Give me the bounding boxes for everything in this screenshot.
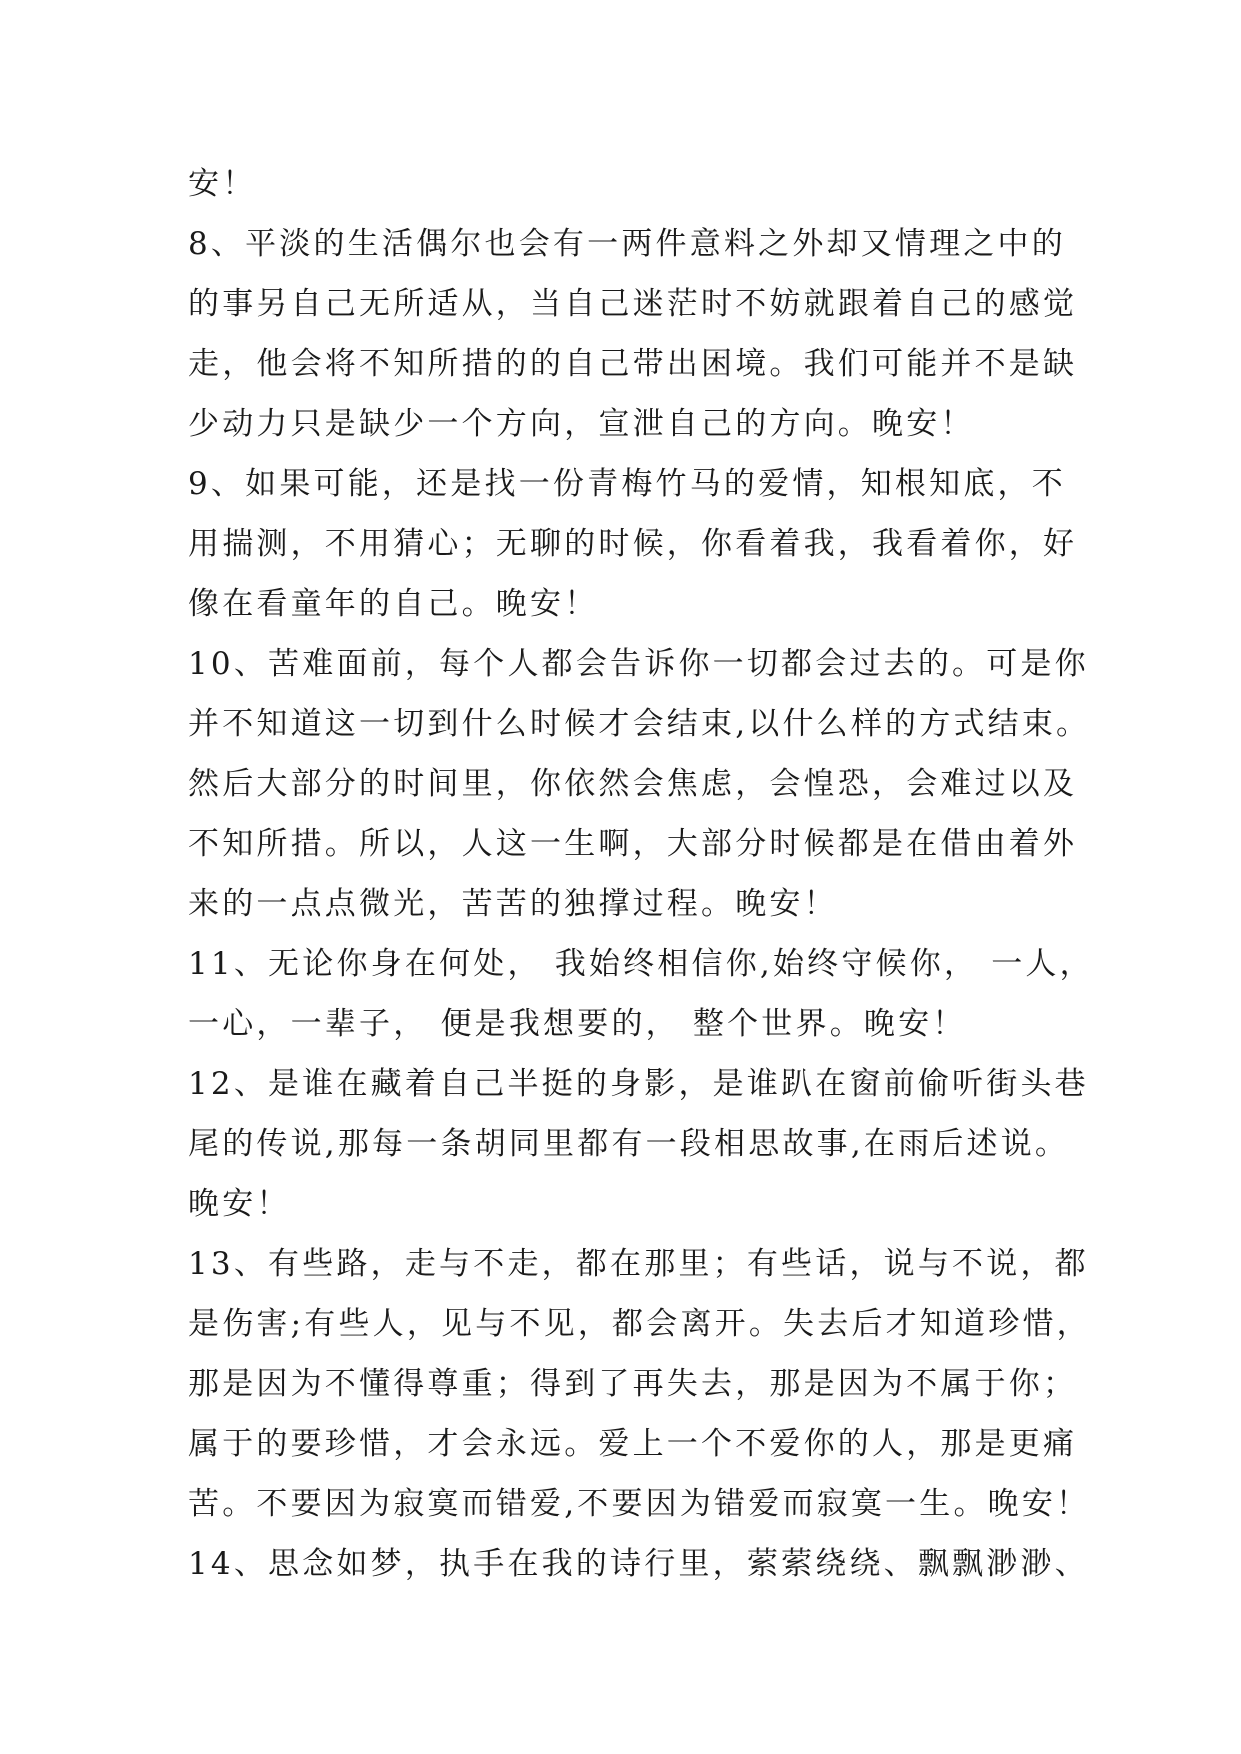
text-line: 14、思念如梦，执手在我的诗行里，萦萦绕绕、飘飘渺渺、 bbox=[188, 1546, 1089, 1582]
text-line: 不知所措。所以，人这一生啊，大部分时候都是在借由着外 bbox=[188, 826, 1078, 862]
text-line: 像在看童年的自己。晚安！ bbox=[188, 586, 599, 622]
text-line: 8、平淡的生活偶尔也会有一两件意料之外却又情理之中的 bbox=[188, 226, 1066, 262]
text-line: 12、是谁在藏着自己半挺的身影，是谁趴在窗前偷听街头巷 bbox=[188, 1066, 1089, 1102]
text-line: 并不知道这一切到什么时候才会结束,以什么样的方式结束。 bbox=[188, 706, 1091, 742]
text-line: 一心，一辈子， 便是我想要的， 整个世界。晚安！ bbox=[188, 1006, 967, 1042]
body-text bbox=[188, 154, 1094, 1594]
text-line: 11、无论你身在何处， 我始终相信你,始终守候你， 一人， bbox=[188, 946, 1094, 982]
text-line: 走，他会将不知所措的的自己带出困境。我们可能并不是缺 bbox=[188, 346, 1078, 382]
text-line: 来的一点点微光，苦苦的独撑过程。晚安！ bbox=[188, 886, 838, 922]
text-line: 的事另自己无所适从，当自己迷茫时不妨就跟着自己的感觉 bbox=[188, 286, 1078, 322]
text-line: 苦。不要因为寂寞而错爱,不要因为错爱而寂寞一生。晚安！ bbox=[188, 1486, 1091, 1522]
text-line: 少动力只是缺少一个方向，宣泄自己的方向。晚安！ bbox=[188, 406, 975, 442]
text-line: 13、有些路，走与不走，都在那里；有些话，说与不说，都 bbox=[188, 1246, 1089, 1282]
text-line: 10、苦难面前，每个人都会告诉你一切都会过去的。可是你 bbox=[188, 646, 1089, 682]
text-line: 然后大部分的时间里，你依然会焦虑，会惶恐，会难过以及 bbox=[188, 766, 1078, 802]
text-line: 属于的要珍惜，才会永远。爱上一个不爱你的人，那是更痛 bbox=[188, 1426, 1078, 1462]
text-line: 9、如果可能，还是找一份青梅竹马的爱情，知根知底，不 bbox=[188, 466, 1066, 502]
text-line: 安！ bbox=[188, 166, 257, 202]
text-line: 是伤害;有些人，见与不见，都会离开。失去后才知道珍惜， bbox=[188, 1306, 1091, 1342]
text-line: 晚安！ bbox=[188, 1186, 291, 1222]
text-line: 用揣测，不用猜心；无聊的时候，你看着我，我看着你，好 bbox=[188, 526, 1078, 562]
text-line: 那是因为不懂得尊重；得到了再失去，那是因为不属于你； bbox=[188, 1366, 1078, 1402]
text-line: 尾的传说,那每一条胡同里都有一段相思故事,在雨后述说。 bbox=[188, 1126, 1070, 1162]
